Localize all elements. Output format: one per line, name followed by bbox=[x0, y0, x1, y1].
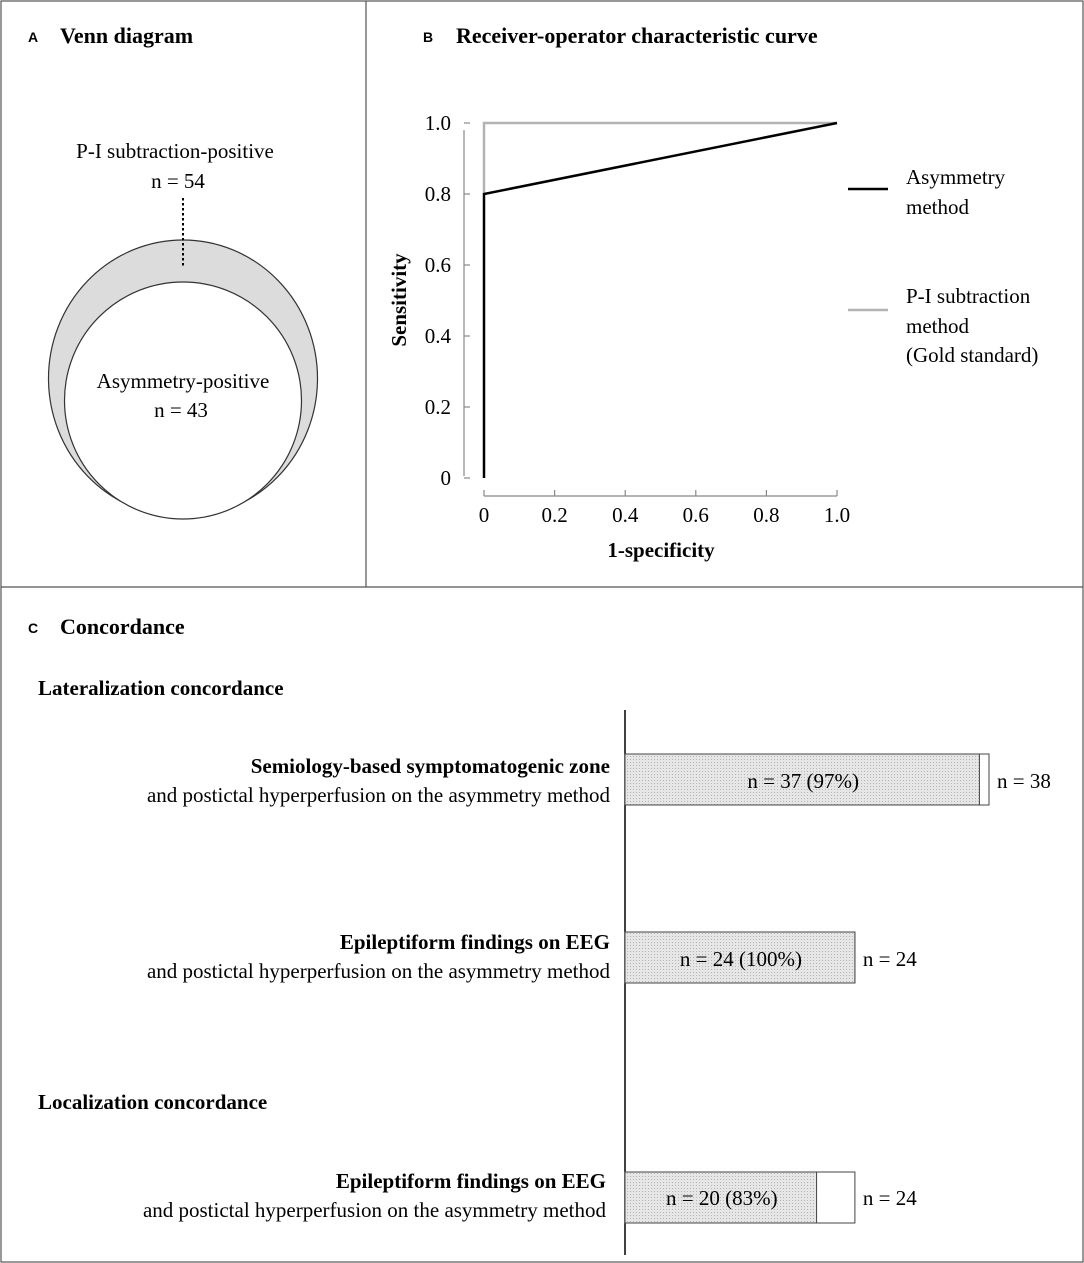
panel-c-title: Concordance bbox=[60, 614, 185, 639]
bar-row1-label: n = 37 (97%) bbox=[747, 769, 859, 793]
bar-row3-label: n = 20 (83%) bbox=[666, 1186, 778, 1210]
venn-outer-count: n = 54 bbox=[151, 169, 205, 193]
roc-x-tick-label: 0 bbox=[478, 503, 490, 527]
row1-title: Semiology-based symptomatogenic zone bbox=[250, 754, 610, 778]
row2-title: Epileptiform findings on EEG bbox=[339, 930, 610, 954]
legend-subtraction-line2: method bbox=[906, 314, 969, 338]
bar-row3-total-label: n = 24 bbox=[862, 1186, 917, 1210]
roc-x-tick-label: 0.2 bbox=[541, 503, 568, 527]
row2-subtitle: and postictal hyperperfusion on the asymmetry method bbox=[146, 959, 610, 983]
roc-y-tick-label: 0.6 bbox=[424, 253, 451, 277]
roc-plot bbox=[425, 111, 850, 527]
panel-a-title: Venn diagram bbox=[60, 23, 194, 48]
panel-b-title: Receiver-operator characteristic curve bbox=[456, 23, 818, 48]
legend-asymmetry-line2: method bbox=[906, 195, 969, 219]
panel-c bbox=[28, 614, 1051, 1255]
legend-subtraction-line3: (Gold standard) bbox=[906, 343, 1039, 367]
venn-outer-label: P-I subtraction-positive bbox=[76, 139, 274, 163]
venn-inner-count: n = 43 bbox=[154, 398, 208, 422]
legend-asymmetry-line1: Asymmetry bbox=[906, 165, 1006, 189]
roc-x-tick-label: 0.6 bbox=[682, 503, 709, 527]
panel-c-letter: C bbox=[28, 620, 39, 636]
roc-y-tick-label: 0.4 bbox=[424, 324, 451, 348]
roc-y-tick-label: 1.0 bbox=[424, 111, 451, 135]
bar-row1-total-label: n = 38 bbox=[997, 769, 1051, 793]
roc-y-tick-label: 0 bbox=[440, 466, 451, 490]
section-heading-localization: Localization concordance bbox=[38, 1090, 268, 1114]
roc-y-tick-label: 0.2 bbox=[424, 395, 451, 419]
roc-x-tick-label: 0.4 bbox=[612, 503, 639, 527]
roc-series-asymmetry bbox=[484, 123, 837, 478]
section-heading-lateralization: Lateralization concordance bbox=[38, 676, 284, 700]
panel-b-letter: B bbox=[423, 29, 434, 45]
venn-inner-label: Asymmetry-positive bbox=[96, 369, 270, 393]
roc-x-axis-label: 1-specificity bbox=[607, 538, 715, 562]
row1-subtitle: and postictal hyperperfusion on the asymmetry method bbox=[146, 783, 610, 807]
panel-a-letter: A bbox=[28, 29, 39, 45]
row3-subtitle: and postictal hyperperfusion on the asymmetry method bbox=[142, 1198, 606, 1222]
bar-row2-total-label: n = 24 bbox=[862, 947, 917, 971]
row3-title: Epileptiform findings on EEG bbox=[335, 1169, 606, 1193]
panel-b bbox=[387, 23, 1038, 562]
bar-row2-label: n = 24 (100%) bbox=[679, 947, 802, 971]
legend-subtraction-line1: P-I subtraction bbox=[906, 284, 1031, 308]
roc-legend bbox=[848, 165, 1038, 367]
roc-y-axis-label: Sensitivity bbox=[387, 253, 411, 347]
roc-x-tick-label: 1.0 bbox=[823, 503, 851, 527]
panel-a bbox=[28, 23, 318, 519]
roc-y-tick-label: 0.8 bbox=[424, 182, 451, 206]
roc-x-tick-label: 0.8 bbox=[753, 503, 780, 527]
